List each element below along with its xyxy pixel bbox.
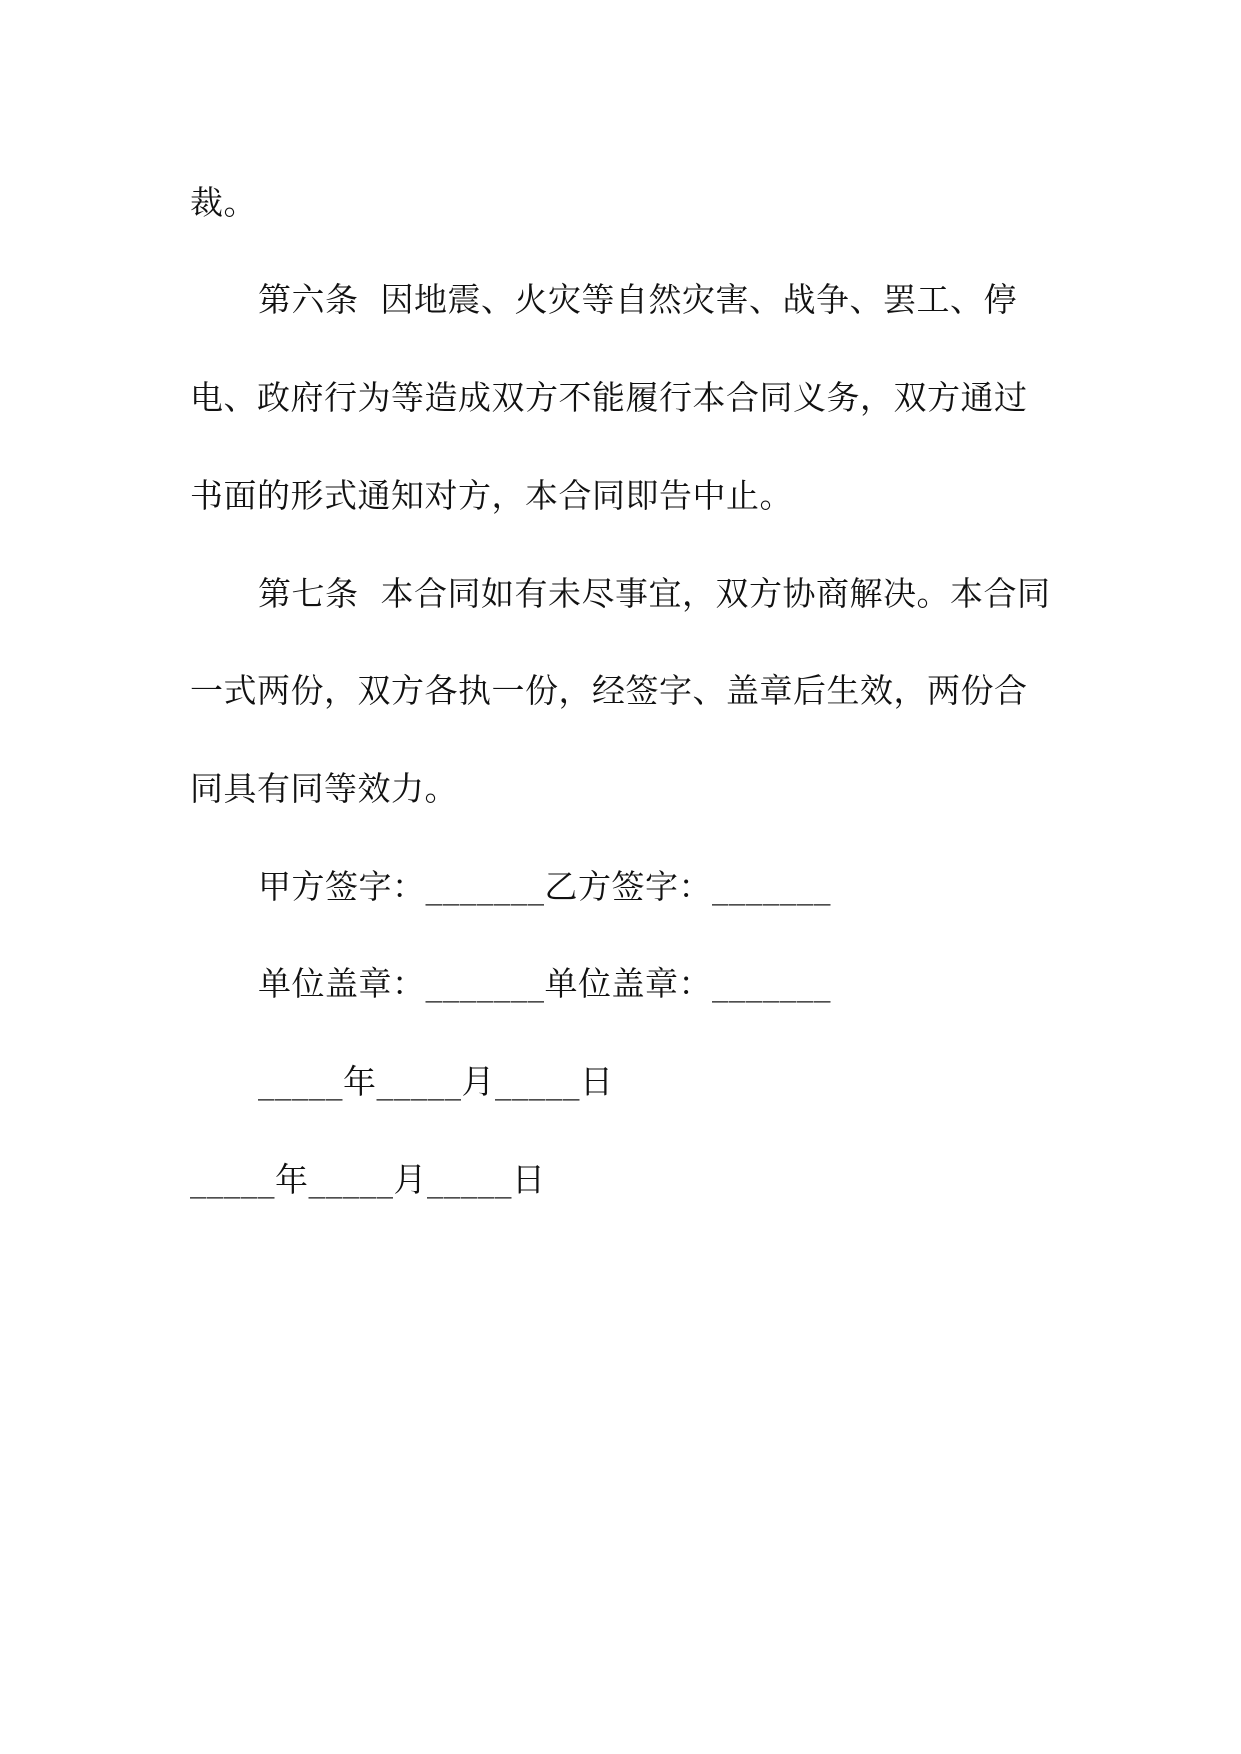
article-7-line-2: 一式两份，双方各执一份，经签字、盖章后生效，两份合: [190, 671, 1028, 710]
date-line-1: _____年_____月_____日: [258, 1062, 614, 1101]
text-line-1: 裁。: [190, 183, 257, 222]
article-6-line-2: 电、政府行为等造成双方不能履行本合同义务，双方通过: [190, 378, 1028, 417]
seal-line: 单位盖章：_______单位盖章：_______: [258, 964, 831, 1003]
date-line-2: _____年_____月_____日: [190, 1160, 546, 1199]
article-6-line-3: 书面的形式通知对方，本合同即告中止。: [190, 476, 793, 515]
article-7-line-1: 第七条 本合同如有未尽事宜，双方协商解决。本合同: [258, 574, 1051, 613]
signature-line: 甲方签字：_______乙方签字：_______: [258, 867, 831, 906]
article-6-line-1: 第六条 因地震、火灾等自然灾害、战争、罢工、停: [258, 280, 1017, 319]
article-7-line-3: 同具有同等效力。: [190, 769, 458, 808]
